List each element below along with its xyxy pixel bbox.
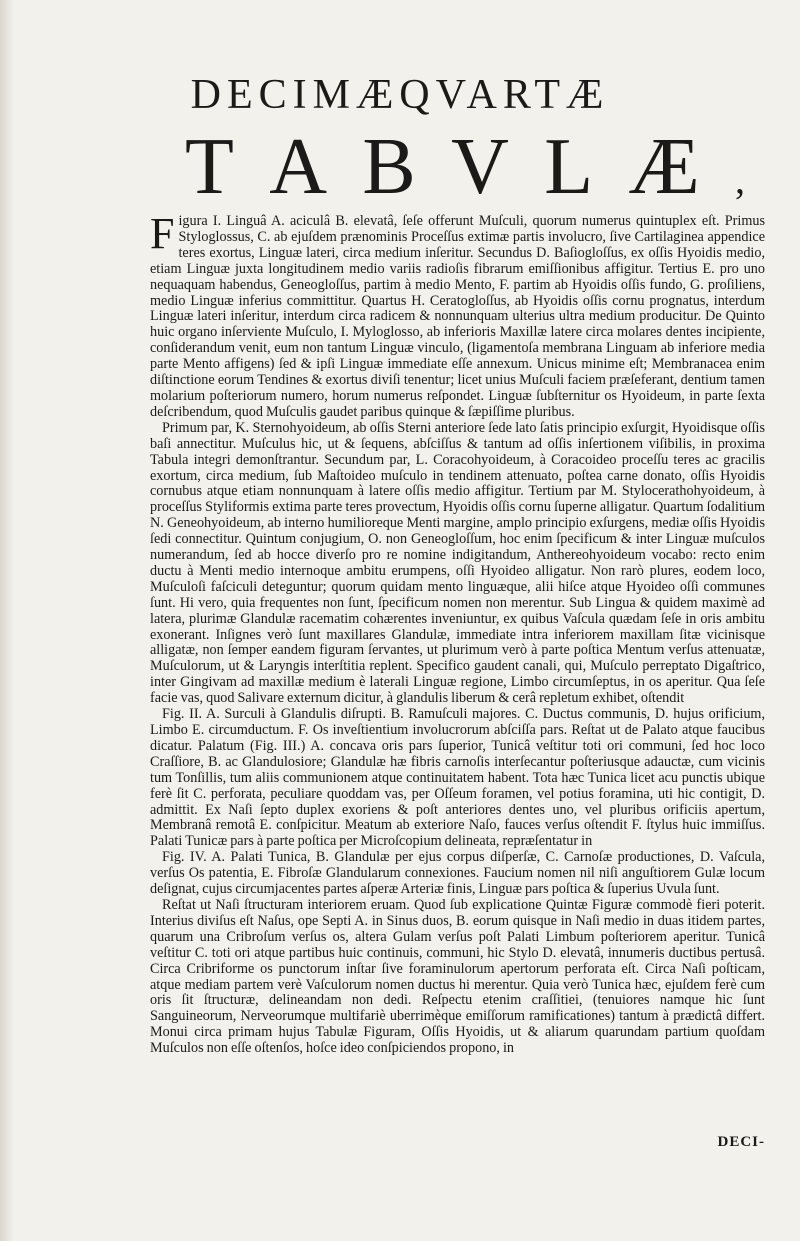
heading-comma: , xyxy=(734,157,745,202)
drop-cap: F xyxy=(150,209,175,258)
paragraph-nasus: Reſtat ut Naſi ſtructuram interiorem eruam. Quod ſub explicatione Quintæ Figuræ commodè fieri poterit. Interius diviſus eſt Naſus, ope Septi A. in Sinus duos, B. eorum quisque in Naſi medio in duas itidem partes, quarum una Cribroſum verſus os, altera Gulam verſus poſt Palati Limbum poſteriorem aperitur. Tunicâ veſtitur C. toti ori atque partibus huic continuis, communi, hic Stylo D. elevatâ, innumeris ductibus pertusâ. Circa Cribriforme os punctorum inſtar ſive foraminulorum apertorum perforata eſt. Circa Naſi poſticam, atque mediam partem verè Vaſculorum nomen ductus hi merentur. Quia verò Tunica hæc, ejuſdem ferè cum oris ſit ſtructuræ, delineandam non dedi. Reſpectu etenim craſſitiei, (tenuiores namque hic ſunt Sanguineorum, Nerveorumque multifariè uberrimèque emiſſorum ramificationes) tantum à prædictâ differt. Monui circa primam hujus Tabulæ Figuram, Oſſis Hyoidis, ut & aliarum quarundam partium quoſdam Muſculos non eſſe oſtenſos, hoſce ideo conſpiciendos propono, in xyxy=(150,896,765,1057)
heading-tabvlae xyxy=(185,122,745,225)
paragraph-figura-1: igura I. Linguâ A. aciculâ B. elevatâ, ſeſe offerunt Muſculi, quorum numerus quintuplex eſt. Primus Styloglossus, C. ab ejuſdem prænominis Proceſſus extimæ partis involucro, ſive Cartilaginea appendice teres exortus, Linguæ lateri, circa medium inſeritur. Secundus D. Baſiogloſſus, ex oſſis Hyoidis medio, etiam Linguæ juxta longitudinem medio variis radioſis fibrarum emiſſionibus affigitur. Tertius E. pro uno nequaquam habendus, Geneogloſſus, partim à medio Mento, F. partim ab Hyoidis oſſis fundo, G. proſiliens, medio Linguæ inferius committitur. Quartus H. Ceratogloſſus, ab Hyoidis oſſis cornu prognatus, interdum Linguæ lateri inſeritur, interdum circa radicem & nonnunquam ulterius ultra medium producitur. De Quinto huic organo inſerviente Muſculo, I. Myloglosso, ab inferioris Maxillæ latere circa molares dentes incipiente, conſiderandum venit, eum non tantum Linguæ vinculo, (ligamentoſa membrana Linguam ab inferiore media parte Mento affigens) ſed & ipſi Linguæ immediate eſſe annexum. Unicus minime eſt; Membranacea enim diſtinctione eorum Tendines & exortus diviſi tenentur; licet unius Muſculi faciem præſeferant, dentium tamen molarium poſteriorum numero, horum numerus reſpondet. Linguæ ſubſternitur os Hyoideum, in parte ſexta deſcribendum, quod Muſculis gaudet paribus quinque & ſæpiſſime pluribus. xyxy=(150,213,765,420)
heading-letter: A xyxy=(269,123,328,211)
paragraph-fig-4: Fig. IV. A. Palati Tunica, B. Glandulæ per ejus corpus diſperſæ, C. Carnoſæ productiones, D. Vaſcula, verſus Os patentia, E. Fibroſæ Glandularum connexiones. Faucium nomen nil niſi anguſtiorem Gulæ locum deſignat, cujus circumjacentes partes aſperæ Arteriæ finis, Linguæ pars poſtica & ſuperius Uvula ſunt. xyxy=(150,849,765,898)
heading-letter: L xyxy=(544,123,594,211)
heading-letter: Æ xyxy=(628,123,700,211)
paragraph-fig-2: Fig. II. A. Surculi à Glandulis diſrupti. B. Ramuſculi majores. C. Ductus communis, D. hujus orificium, Limbo E. circumductum. F. Os inveſtientium involucrorum abſciſſa pars. Reſtat ut de Palato atque faucibus dicatur. Palatum (Fig. III.) A. concava oris pars ſuperior, Tunicâ veſtitur toti ori communi, ſed hoc loco Craſſiore, B. ac Glandulosiore; Glandulæ hæ fibris carnoſis interſecantur poſteriusque adauctæ, cum vicinis tum Tonſillis, tum aliis communionem atque continuitatem habent. Tota hæc Tunica licet acu punctis ubique ferè ſit C. perforata, peculiare quoddam vas, per Oſſeum foramen, vel potius foramina, uti hic contigit, D. admittit. Ex Naſi ſepto duplex exoriens & poſt anteriores dentes uno, vel pluribus orificiis apertum, Membranâ remotâ E. conſpicitur. Meatum ab exteriore Naſo, fauces verſus oſtendit F. ſtylus huic immiſſus. Palati Tunicæ pars à parte poſtica per Microſcopium delineata, repræſentatur in xyxy=(150,706,765,850)
catchword: DECI- xyxy=(717,1134,765,1150)
heading-letter: T xyxy=(185,123,234,211)
paragraph-primum-par: Primum par, K. Sternohyoideum, ab oſſis Sterni anteriore ſede lato ſatis principio exſurgit, Hyoidisque oſſis baſi annectitur. Muſculus hic, ut & ſequens, abſciſſus & tantum ad oſſis inſertionem viſibilis, in proxima Tabula integri demonſtrantur. Secundum par, L. Coracohyoideum, à Coracoideo proceſſu teres ac gracilis exortum, circa medium, ſub Maſtoideo muſculo in tendinem attenuato, poſtea carne donato, oſſis Hyoidis cornubus atque etiam nonnunquam à latere oſſis medio affigitur. Tertium par M. Stylocerathohyoideum, à proceſſus Styliformis extima parte teres provectum, Hyoidis oſſis cornu ſuperne alligatur. Quartum ſodalitium N. Geneohyoideum, ab interno humilioreque Menti margine, amplo principio exſurgens, mediæ oſſis Hyoidis ſedi connectitur. Quintum conjugium, O. non Geneogloſſum, hoc enim ſpecificum & inter Linguæ muſculos numerandum, ſed ab hocce diverſo pro re nomine indigitandum, Anthereohyoideum vocabo: recto enim ductu à Menti medio internoque ambitu erumpens, oſſi Hyoideo alligatur. Non rarò plures, eodem loco, Muſculoſi faſciculi deteguntur; quorum quidam mento linguæque, alii hiſce atque Hyoideo oſſi communes ſunt. Hi vero, quia frequentes non ſunt, ſpecificum nomen non merentur. Sub Lingua & quidem maximè ad latera, plurimæ Glandulæ racematim cohærentes inveniuntur, ex quibus Vaſcula quædam ſeſe in oris ambitu exonerant. Inſignes verò ſunt maxillares Glandulæ, immediate intra inferiorem maxillam ſitæ vicinisque alligatæ, non ſemper eandem figuram ſervantes, ut plurimum verò à parte poſtica Mentum verſus attenuatæ, Muſculorum, ut & Laryngis interſtitia replent. Specifico gaudent canali, qui, Muſculo perreptato Digaſtrico, inter Gingivam ad maxillæ medium è laterali Linguæ regione, Limbo circumſeptus, in os aperitur. Qua ſeſe facie vas, quod Salivare externum dicitur, à glandulis liberum & cerâ repletum exhibet, oſtendit xyxy=(150,419,765,707)
heading-decimaeqvartae: DECIMÆQVARTÆ xyxy=(190,72,610,118)
body-text xyxy=(150,209,765,1057)
heading-letter: V xyxy=(451,123,509,211)
heading-letter: B xyxy=(362,123,416,211)
